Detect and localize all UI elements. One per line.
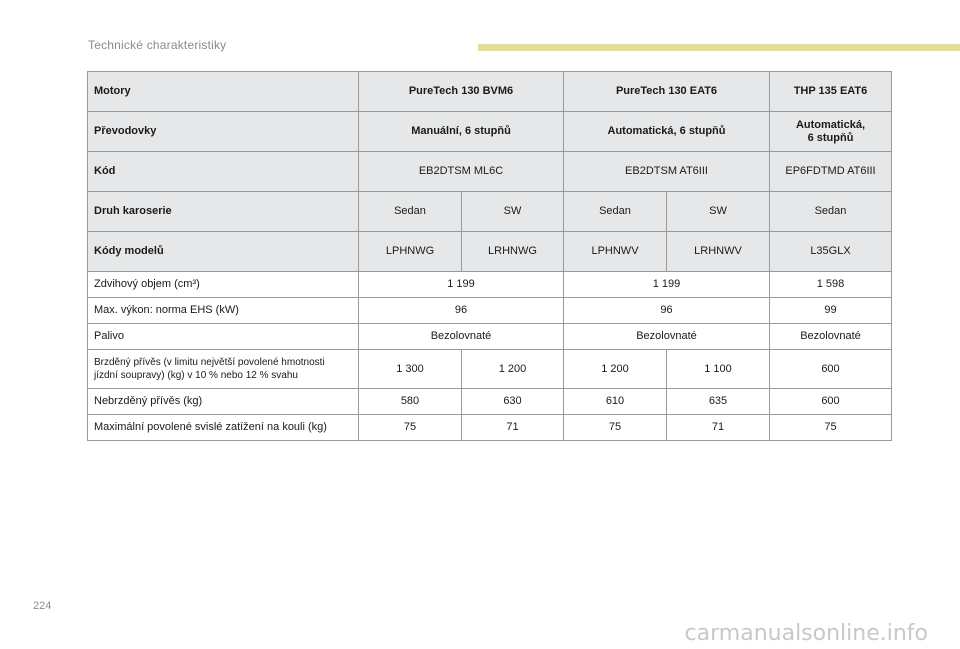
cell: EB2DTSM ML6C — [359, 152, 564, 192]
cell: 610 — [564, 389, 667, 415]
cell: L35GLX — [770, 232, 892, 272]
row-label-kody-modelu: Kódy modelů — [88, 232, 359, 272]
cell: 71 — [667, 415, 770, 441]
table-row-motory — [88, 72, 892, 112]
cell: 580 — [359, 389, 462, 415]
watermark: carmanualsonline.info — [684, 621, 928, 646]
cell: Automatická, 6 stupňů — [770, 112, 892, 152]
cell: Bezolovnaté — [564, 324, 770, 350]
cell: 1 200 — [564, 350, 667, 389]
row-label-vykon: Max. výkon: norma EHS (kW) — [88, 298, 359, 324]
row-label-palivo: Palivo — [88, 324, 359, 350]
page-number: 224 — [33, 600, 52, 612]
cell: Sedan — [770, 192, 892, 232]
cell: THP 135 EAT6 — [770, 72, 892, 112]
table-row-kody-modelu — [88, 232, 892, 272]
cell: SW — [462, 192, 564, 232]
cell: PureTech 130 BVM6 — [359, 72, 564, 112]
cell: 630 — [462, 389, 564, 415]
cell: 75 — [564, 415, 667, 441]
table-row-objem — [88, 272, 892, 298]
cell: 75 — [359, 415, 462, 441]
row-label-prevodovky: Převodovky — [88, 112, 359, 152]
row-label-brzdeny — [88, 350, 359, 389]
cell: LRHNWV — [667, 232, 770, 272]
cell: 1 199 — [359, 272, 564, 298]
cell: 75 — [770, 415, 892, 441]
row-label-motory: Motory — [88, 72, 359, 112]
cell: 1 200 — [462, 350, 564, 389]
table-row-palivo — [88, 324, 892, 350]
cell: Bezolovnaté — [359, 324, 564, 350]
cell: EP6FDTMD AT6III — [770, 152, 892, 192]
header-accent-bar — [478, 44, 960, 51]
cell: 600 — [770, 389, 892, 415]
cell: 71 — [462, 415, 564, 441]
row-label-objem: Zdvihový objem (cm³) — [88, 272, 359, 298]
table-row-nebrzdeny — [88, 389, 892, 415]
cell: Manuální, 6 stupňů — [359, 112, 564, 152]
cell: 99 — [770, 298, 892, 324]
cell: Bezolovnaté — [770, 324, 892, 350]
section-title: Technické charakteristiky — [88, 38, 227, 52]
row-label-karoserie: Druh karoserie — [88, 192, 359, 232]
table-row-prevodovky — [88, 112, 892, 152]
row-label-zatizeni: Maximální povolené svislé zatížení na kouli (kg) — [88, 415, 359, 441]
cell: 600 — [770, 350, 892, 389]
table-row-brzdeny — [88, 350, 892, 389]
cell: LPHNWG — [359, 232, 462, 272]
row-label-kod: Kód — [88, 152, 359, 192]
row-label-nebrzdeny: Nebrzděný přívěs (kg) — [88, 389, 359, 415]
table-row-vykon — [88, 298, 892, 324]
cell: 1 100 — [667, 350, 770, 389]
cell: LRHNWG — [462, 232, 564, 272]
cell: 1 598 — [770, 272, 892, 298]
cell: LPHNWV — [564, 232, 667, 272]
row-label-line: jízdní soupravy) (kg) v 10 % nebo 12 % svahu — [94, 370, 298, 381]
cell: Sedan — [359, 192, 462, 232]
table-row-kod — [88, 152, 892, 192]
cell: EB2DTSM AT6III — [564, 152, 770, 192]
row-label-line: Brzděný přívěs (v limitu největší povolené hmotnosti — [94, 357, 325, 368]
cell: SW — [667, 192, 770, 232]
table-row-karoserie — [88, 192, 892, 232]
cell: Automatická, 6 stupňů — [564, 112, 770, 152]
table-row-zatizeni — [88, 415, 892, 441]
cell: 1 199 — [564, 272, 770, 298]
cell: 96 — [564, 298, 770, 324]
cell: Sedan — [564, 192, 667, 232]
cell: 635 — [667, 389, 770, 415]
specifications-table — [87, 71, 892, 441]
cell: PureTech 130 EAT6 — [564, 72, 770, 112]
cell: 96 — [359, 298, 564, 324]
cell: 1 300 — [359, 350, 462, 389]
